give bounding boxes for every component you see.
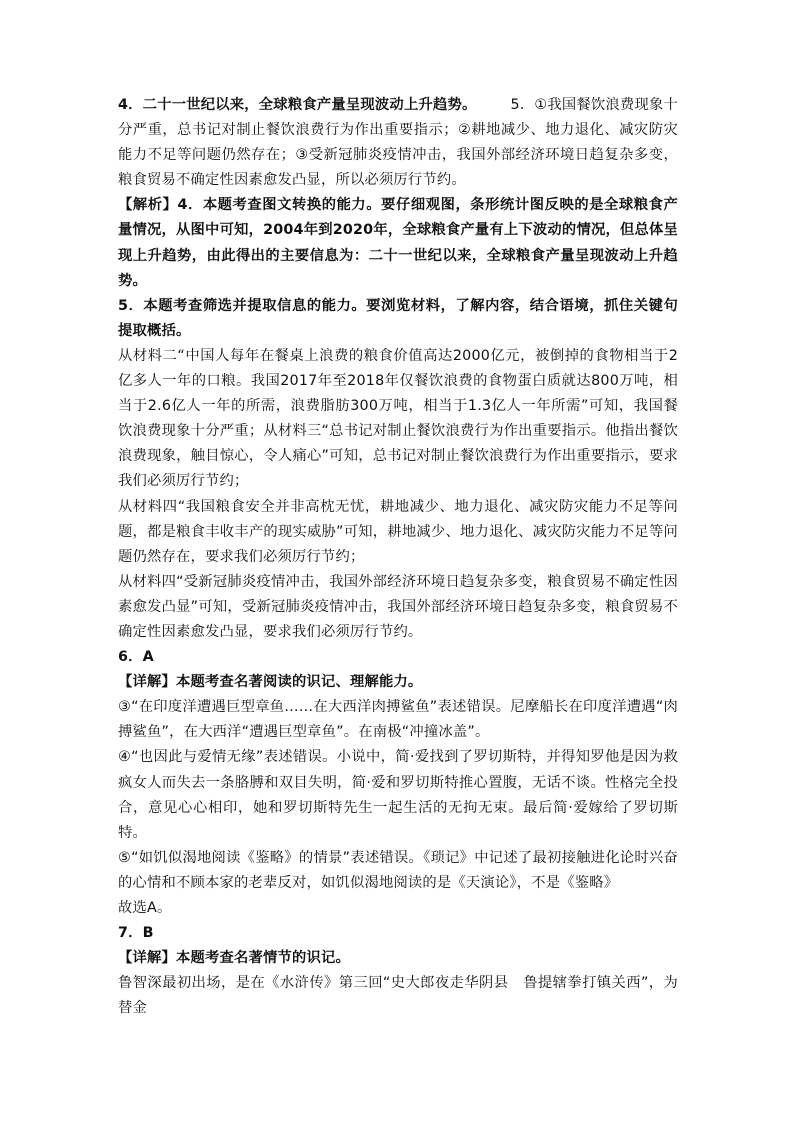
answer-5: 5．①我国餐饮浪费现象十分严重，总书记对制止餐饮浪费行为作出重要指示；②耕地减少、地力退化、减灾防灾能力不足等问题仍然存在；③受新冠肺炎疫情冲击，我国外部经济环境日趋复杂多变，粮食贸易不确定性因素愈发凸显，所以必须厉行节约。 <box>118 97 678 189</box>
answer-4: 4．二十一世纪以来，全球粮食产量呈现波动上升趋势。 <box>118 97 477 113</box>
material-2-3-paragraph: 从材料二“中国人每年在餐桌上浪费的粮食价值高达2000亿元，被倒掉的食物相当于2亿多人一年的口粮。我国2017年至2018年仅餐饮浪费的食物蛋白质就达800万吨，相当于2.6亿人一年的所需，浪费脂肪300万吨，相当于1.3亿人一年所需”可知，我国餐饮浪费现象十分严重；从材料三“总书记对制止餐饮浪费行为作出重要指示。他指出餐饮浪费现象，触目惊心，令人痛心”可知，总书记对制止餐饮浪费行为作出重要指示，要求我们必须厉行节约； <box>118 347 678 490</box>
detail-6-item-3: ③“在印度洋遭遇巨型章鱼……在大西洋肉搏鲨鱼”表述错误。尼摩船长在印度洋遭遇“肉搏鲨鱼”，在大西洋“遭遇巨型章鱼”。在南极“冲撞冰盖”。 <box>118 699 678 741</box>
material-4-paragraph-b: 从材料四“受新冠肺炎疫情冲击，我国外部经济环境日趋复杂多变，粮食贸易不确定性因素愈发凸显”可知，受新冠肺炎疫情冲击，我国外部经济环境日趋复杂多变，粮食贸易不确定性因素愈发凸显，要求我们必须厉行节约。 <box>118 573 678 640</box>
answer-6: 6．A <box>118 649 154 666</box>
detail-6-item-5: ⑤“如饥似渴地阅读《鉴略》的情景”表述错误。《琐记》中记述了最初接触进化论时兴奋的心情和不顾本家的老辈反对，如饥似渴地阅读的是《天演论》，不是《鉴略》 <box>118 849 678 891</box>
answer-text-body <box>118 93 678 1021</box>
detail-6-item-4: ④“也因此与爱情无缘”表述错误。小说中，简·爱找到了罗切斯特，并得知罗他是因为救疯女人而失去一条胳膊和双目失明，简·爱和罗切斯特推心置腹，无话不谈。性格完全投合，意见心心相印，她和罗切斯特先生一起生活的无拘无束。最后简·爱嫁给了罗切斯特。 <box>118 749 678 841</box>
material-4-paragraph-a: 从材料四“我国粮食安全并非高枕无忧，耕地减少、地力退化、减灾防灾能力不足等问题，都是粮食丰收丰产的现实威胁”可知，耕地减少、地力退化、减灾防灾能力不足等问题仍然存在，要求我们必须厉行节约； <box>118 498 678 565</box>
detail-6: 【详解】本题考查名著阅读的识记、理解能力。 <box>118 674 423 691</box>
detail-7: 【详解】本题考查名著情节的识记。 <box>118 950 350 967</box>
answer-7: 7．B <box>118 925 154 942</box>
analysis-5: 5．本题考查筛选并提取信息的能力。要浏览材料，了解内容，结合语境，抓住关键句提取概括。 <box>118 297 678 339</box>
paragraph <box>118 93 678 193</box>
analysis-4: 【解析】4．本题考查图文转换的能力。要仔细观图，条形统计图反映的是全球粮食产量情况，从图中可知，2004年到2020年，全球粮食产量有上下波动的情况，但总体呈现上升趋势，由此得出的主要信息为：二十一世纪以来，全球粮食产量呈现波动上升趋势。 <box>118 197 678 289</box>
conclusion-6: 故选A。 <box>118 900 172 916</box>
detail-7-text: 鲁智深最初出场，是在《水浒传》第三回“史大郎夜走华阴县 鲁提辖拳打镇关西”，为替金 <box>118 975 678 1017</box>
